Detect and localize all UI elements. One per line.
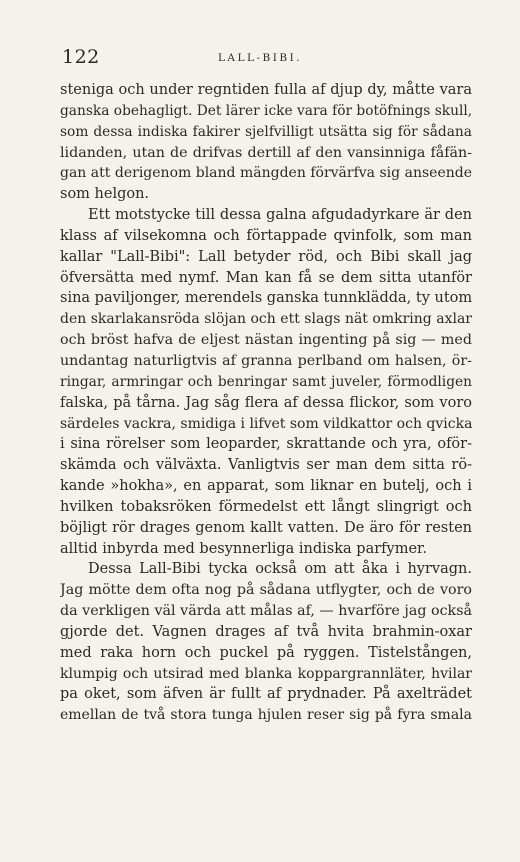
text-line: ringar, armringar och benringar samt juveler, förmodligen bbox=[60, 373, 472, 390]
text-line: med raka horn och puckel på ryggen. Tistelstången, bbox=[60, 644, 472, 661]
text-line: da verkligen väl värda att målas af, — hvarföre jag också bbox=[60, 603, 472, 620]
text-line: som dessa indiska fakirer sjelfvilligt utsätta sig för sådana bbox=[60, 123, 472, 140]
text-line: emellan de två stora tunga hjulen reser sig på fyra smala bbox=[60, 707, 472, 724]
text-line: steniga och under regntiden fulla af djup dy, måtte vara bbox=[60, 82, 472, 98]
text-line: kande »hokha», en apparat, som liknar en butelj, och i bbox=[60, 478, 472, 495]
text-line: böjligt rör drages genom kallt vatten. De äro för resten bbox=[60, 519, 472, 536]
text-line: pa oket, som äfven är fullt af prydnader. På axelträdet bbox=[60, 686, 472, 703]
text-line: kallar "Lall-Bibi": Lall betyder röd, och Bibi skall jag bbox=[60, 248, 472, 265]
body-text bbox=[60, 80, 472, 726]
paragraph-2 bbox=[60, 205, 472, 559]
text-line: som helgon. bbox=[60, 186, 150, 203]
text-line: hvilken tobaksröken förmedelst ett långt slingrigt och bbox=[60, 498, 472, 515]
text-line: Dessa Lall-Bibi tycka också om att åka i hyrvagn. bbox=[88, 561, 472, 578]
text-line: lidanden, utan de drifvas dertill af den vansinniga fåfän- bbox=[60, 144, 472, 161]
text-line: undantag naturligtvis af granna perlband om halsen, ör- bbox=[60, 352, 472, 369]
text-line: sina paviljonger, merendels ganska tunnklädda, ty utom bbox=[60, 290, 472, 307]
text-line: gan att derigenom bland mängden förvärfva sig anseende bbox=[60, 165, 472, 182]
text-line: ganska obehagligt. Det lärer icke vara för botöfnings skull, bbox=[60, 102, 472, 119]
text-line: gjorde det. Vagnen drages af två hvita brahmin-oxar bbox=[60, 623, 472, 640]
text-line: klumpig och utsirad med blanka koppargrannläter, hvilar bbox=[60, 665, 472, 682]
text-line: öfversätta med nymf. Man kan få se dem sitta utanför bbox=[60, 269, 472, 286]
page-number: 122 bbox=[62, 46, 100, 68]
running-head: LALL-BIBI. bbox=[217, 52, 303, 64]
text-line: Ett motstycke till dessa galna afgudadyrkare är den bbox=[88, 207, 472, 224]
paragraph-1 bbox=[60, 80, 472, 205]
text-line: Jag mötte dem ofta nog på sådana utflygter, och de voro bbox=[60, 582, 472, 599]
text-line: i sina rörelser som leoparder, skrattande och yra, oför- bbox=[60, 436, 472, 453]
text-line: skämda och välväxta. Vanligtvis ser man dem sitta rö- bbox=[60, 457, 472, 474]
paragraph-3 bbox=[60, 559, 472, 726]
text-line: och bröst hafva de eljest nästan ingenting på sig — med bbox=[60, 332, 472, 349]
text-line: falska, på tårna. Jag såg flera af dessa flickor, som voro bbox=[60, 394, 472, 411]
text-line: särdeles vackra, smidiga i lifvet som vildkattor och qvicka bbox=[60, 415, 472, 432]
text-line: den skarlakansröda slöjan och ett slags nät omkring axlar bbox=[60, 311, 472, 328]
text-line: klass af vilsekomna och förtappade qvinfolk, som man bbox=[60, 227, 472, 244]
text-line: alltid inbyrda med besynnerliga indiska parfymer. bbox=[60, 540, 427, 557]
